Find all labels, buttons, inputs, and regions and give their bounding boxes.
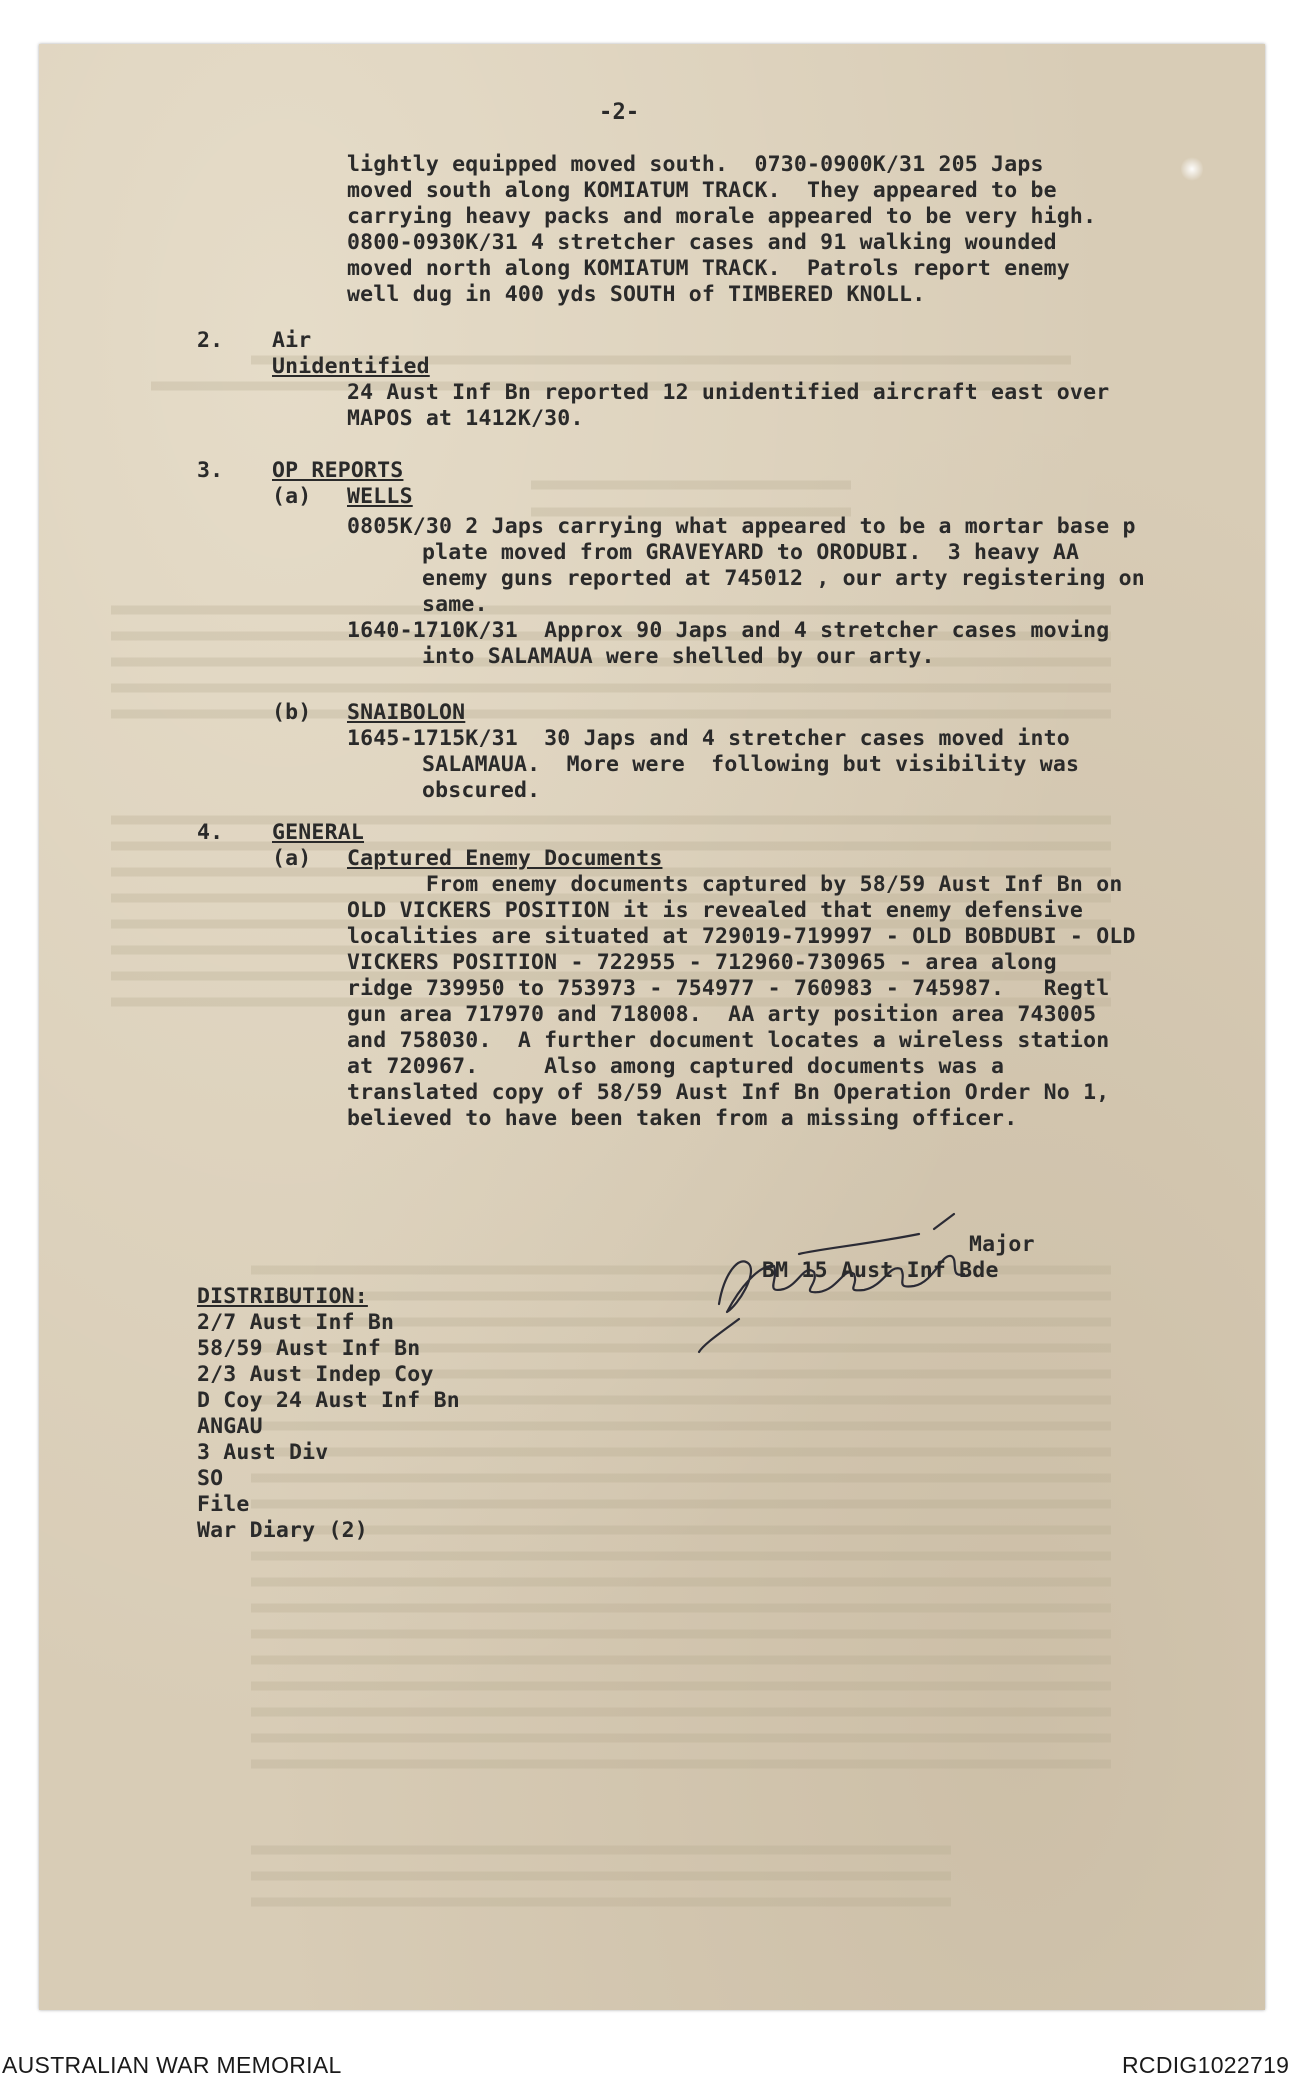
text-line: MAPOS at 1412K/30. <box>347 406 584 431</box>
text-line: into SALAMAUA were shelled by our arty. <box>422 644 935 669</box>
section-number: 4. <box>197 820 224 845</box>
text-line: gun area 717970 and 718008. AA arty position area 743005 <box>347 1002 1097 1027</box>
list-item: 58/59 Aust Inf Bn <box>197 1336 421 1361</box>
text-line: 0805K/30 2 Japs carrying what appeared to be a mortar base p <box>347 514 1136 539</box>
text-line: localities are situated at 729019-719997 - OLD BOBDUBI - OLD <box>347 924 1136 949</box>
list-item: War Diary (2) <box>197 1518 368 1543</box>
section-heading: Air <box>272 328 312 353</box>
text-line: obscured. <box>422 778 541 803</box>
signatory-unit: BM 15 Aust Inf Bde <box>762 1258 999 1283</box>
text-line: at 720967. Also among captured documents was a <box>347 1054 1005 1079</box>
text-line: 24 Aust Inf Bn reported 12 unidentified aircraft east over <box>347 380 1110 405</box>
subsection-label: (a) <box>272 484 312 509</box>
signatory-rank: Major <box>969 1232 1035 1257</box>
footer-archive-name: AUSTRALIAN WAR MEMORIAL <box>2 2052 342 2078</box>
text-line: enemy guns reported at 745012 , our arty registering on <box>422 566 1145 591</box>
document-sheet <box>39 44 1265 2010</box>
text-line: ridge 739950 to 753973 - 754977 - 760983 - 745987. Regtl <box>347 976 1110 1001</box>
subsection-label: (a) <box>272 846 312 871</box>
page-number: -2- <box>599 100 640 125</box>
list-item: D Coy 24 Aust Inf Bn <box>197 1388 460 1413</box>
text-line: believed to have been taken from a missing officer. <box>347 1106 1018 1131</box>
text-line: moved south along KOMIATUM TRACK. They appeared to be <box>347 178 1057 203</box>
text-line: lightly equipped moved south. 0730-0900K/31 205 Japs <box>347 152 1044 177</box>
subsection-heading: SNAIBOLON <box>347 700 466 725</box>
text-line: 0800-0930K/31 4 stretcher cases and 91 walking wounded <box>347 230 1057 255</box>
subsection-heading: Captured Enemy Documents <box>347 846 663 871</box>
list-item: 3 Aust Div <box>197 1440 329 1465</box>
text-line: OLD VICKERS POSITION it is revealed that enemy defensive <box>347 898 1084 923</box>
section-number: 2. <box>197 328 224 353</box>
section-subheading: Unidentified <box>272 354 430 379</box>
footer-record-id: RCDIG1022719 <box>1122 2052 1290 2078</box>
list-item: ANGAU <box>197 1414 263 1439</box>
distribution-heading: DISTRIBUTION: <box>197 1284 368 1309</box>
text-line: VICKERS POSITION - 722955 - 712960-730965 - area along <box>347 950 1057 975</box>
text-line: translated copy of 58/59 Aust Inf Bn Operation Order No 1, <box>347 1080 1110 1105</box>
subsection-heading: WELLS <box>347 484 413 509</box>
text-line: 1645-1715K/31 30 Japs and 4 stretcher cases moved into <box>347 726 1070 751</box>
section-heading: GENERAL <box>272 820 365 845</box>
section-heading: OP REPORTS <box>272 458 404 483</box>
text-line: plate moved from GRAVEYARD to ORODUBI. 3 heavy AA <box>422 540 1080 565</box>
paper-damage-mark <box>1181 156 1203 182</box>
text-line: moved north along KOMIATUM TRACK. Patrols report enemy <box>347 256 1070 281</box>
subsection-label: (b) <box>272 700 312 725</box>
text-line: and 758030. A further document locates a wireless station <box>347 1028 1110 1053</box>
section-number: 3. <box>197 458 224 483</box>
text-line: well dug in 400 yds SOUTH of TIMBERED KNOLL. <box>347 282 926 307</box>
list-item: 2/3 Aust Indep Coy <box>197 1362 434 1387</box>
list-item: 2/7 Aust Inf Bn <box>197 1310 395 1335</box>
list-item: SO <box>197 1466 224 1491</box>
list-item: File <box>197 1492 250 1517</box>
text-line: carrying heavy packs and morale appeared to be very high. <box>347 204 1097 229</box>
text-line: From enemy documents captured by 58/59 Aust Inf Bn on <box>347 872 1123 897</box>
text-line: 1640-1710K/31 Approx 90 Japs and 4 stretcher cases moving <box>347 618 1110 643</box>
text-line: SALAMAUA. More were following but visibility was <box>422 752 1080 777</box>
text-line: same. <box>422 592 488 617</box>
